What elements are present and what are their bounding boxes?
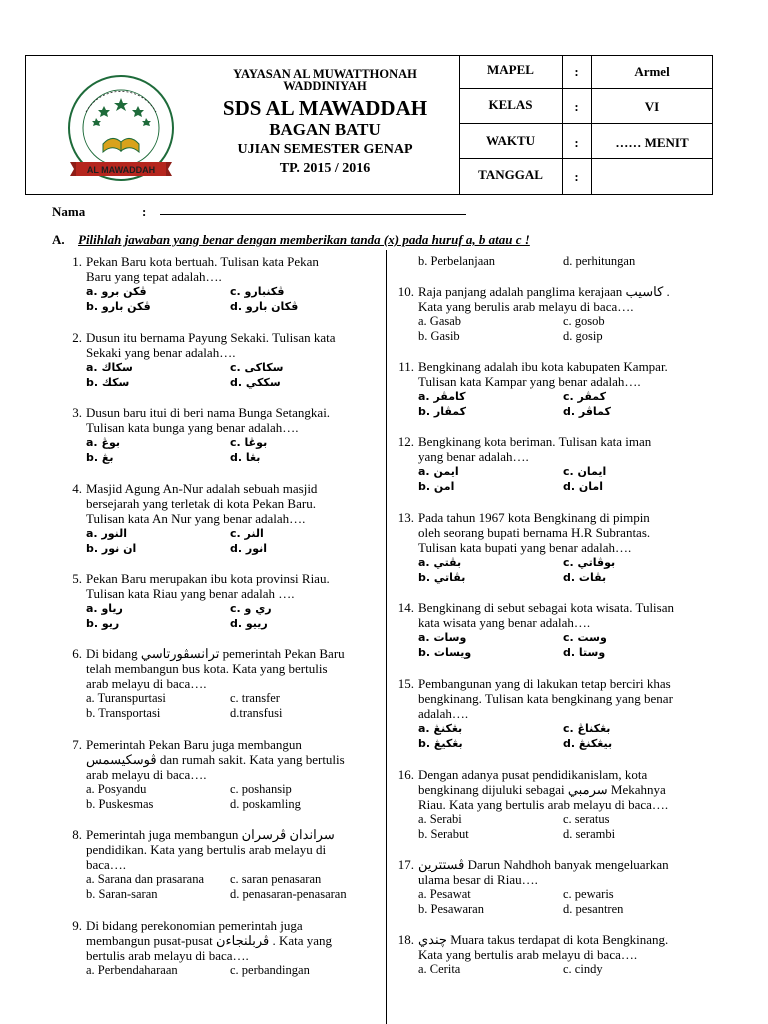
question-option[interactable]: a. بڠكنڠ <box>418 722 463 735</box>
question-text-line: Raja panjang adalah panglima kerajaan كاسيب . <box>418 284 670 299</box>
question-text-line: bengkinang dijuluki sebagai سرمبي Mekahnya <box>418 782 666 797</box>
question-option[interactable]: c. cindy <box>563 962 603 976</box>
question-text-line: Dusun itu bernama Payung Sekaki. Tulisan kata <box>86 330 336 345</box>
question-option[interactable]: d. ڤكان بارو <box>230 300 299 313</box>
info-colon: : <box>574 99 579 114</box>
question-option[interactable]: d. بڤات <box>563 571 607 584</box>
question-text-line: Kata yang berulis arab melayu di baca…. <box>418 299 634 314</box>
question-number: 1. <box>72 254 82 269</box>
info-label-tanggal: TANGGAL <box>478 167 543 182</box>
info-label-mapel: MAPEL <box>487 62 534 77</box>
question-option[interactable]: c. poshansip <box>230 782 292 796</box>
question-text-line: arab melayu di baca…. <box>86 767 207 782</box>
name-colon: : <box>142 204 147 219</box>
question-option[interactable]: d. serambi <box>563 827 616 841</box>
question-option[interactable]: b. كمڤار <box>418 405 467 418</box>
info-colon: : <box>574 169 579 184</box>
question-option[interactable]: a. ڤكن برو <box>86 285 147 298</box>
question-text-line: baca…. <box>86 857 127 872</box>
question-option[interactable]: d. رييو <box>230 617 268 630</box>
question-option[interactable]: b. Saran-saran <box>86 887 158 901</box>
info-value-kelas: VI <box>644 99 660 114</box>
question-option[interactable]: b. ريو <box>86 617 120 630</box>
question-text-line: Baru yang tepat adalah…. <box>86 269 222 284</box>
exam-year: TP. 2015 / 2016 <box>279 161 371 176</box>
question-number: 4. <box>72 481 82 496</box>
question-number: 6. <box>72 646 82 661</box>
question-option[interactable]: b. امن <box>418 480 455 493</box>
question-option[interactable]: a. كامڤر <box>418 390 466 403</box>
question-option[interactable]: b. ويسات <box>418 646 472 659</box>
question-text-line: Kata yang bertulis arab melayu di baca…. <box>418 947 638 962</box>
question-text-line: bengkinang. Tulisan kata bengkinang yang benar <box>418 691 673 706</box>
question-text-line: ڤستترين Darun Nahdhoh banyak mengeluarkan <box>418 857 669 872</box>
section-instruction: Pilihlah jawaban yang benar dengan memberikan tanda (x) pada huruf a, b atau c ! <box>78 232 530 247</box>
question-text-line: adalah…. <box>418 706 469 721</box>
question-number: 9. <box>72 918 82 933</box>
info-colon: : <box>574 135 579 150</box>
info-row-divider <box>459 88 713 89</box>
question-number: 5. <box>72 571 82 586</box>
question-option[interactable]: c. gosob <box>563 314 605 328</box>
question-option[interactable]: b. بڠ <box>86 451 114 464</box>
info-row-divider <box>459 123 713 124</box>
question-option[interactable]: b. Transportasi <box>86 706 161 720</box>
question-text-line: Pemerintah Pekan Baru juga membangun <box>86 737 302 752</box>
question-text-line: Bengkinang adalah ibu kota kabupaten Kampar. <box>418 359 668 374</box>
question-text-line: Tulisan kata Riau yang benar adalah …. <box>86 586 295 601</box>
question-option[interactable]: d. وستا <box>563 646 606 659</box>
foundation-name <box>194 68 456 92</box>
section-letter: A. <box>52 232 65 247</box>
logo-ribbon-text: AL MAWADDAH <box>86 165 156 175</box>
question-option[interactable]: a. Posyandu <box>86 782 147 796</box>
question-text-line: Pembangunan yang di lakukan tetap berciri khas <box>418 676 671 691</box>
question-option[interactable]: b. Serabut <box>418 827 469 841</box>
question-option[interactable]: d.transfusi <box>230 706 283 720</box>
question-option[interactable]: a. وسات <box>418 631 467 644</box>
question-text-line: arab melayu di baca…. <box>86 676 207 691</box>
question-number: 15. <box>397 676 414 691</box>
exam-title: UJIAN SEMESTER GENAP <box>237 142 413 157</box>
question-text-line: Masjid Agung An-Nur adalah sebuah masjid <box>86 481 318 496</box>
column-divider <box>386 250 387 1024</box>
question-option[interactable]: b. بڤاتي <box>418 571 466 584</box>
question-option[interactable]: d. penasaran-penasaran <box>230 887 347 901</box>
question-text-line: Pada tahun 1967 kota Bengkinang di pimpin <box>418 510 650 525</box>
question-option[interactable]: c. بوڠا <box>230 436 268 449</box>
question-text-line: bersejarah yang terletak di kota Pekan Baru. <box>86 496 316 511</box>
question-option[interactable]: d. بڠا <box>230 451 261 464</box>
question-number: 12. <box>397 434 414 449</box>
question-option[interactable]: c. بڠكناڠ <box>563 722 611 735</box>
name-input-line[interactable] <box>160 214 466 215</box>
info-label-kelas: KELAS <box>488 97 533 112</box>
question-text-line: Di bidang perekonomian pemerintah juga <box>86 918 303 933</box>
question-number: 3. <box>72 405 82 420</box>
question-text-line: Tulisan kata bunga yang benar adalah…. <box>86 420 299 435</box>
question-text-line: telah membangun bus kota. Kata yang bertulis <box>86 661 328 676</box>
question-option[interactable]: b. Pesawaran <box>418 902 484 916</box>
question-text-line: Dusun baru itui di beri nama Bunga Setangkai. <box>86 405 331 420</box>
question-number: 10. <box>397 284 414 299</box>
question-number: 13. <box>397 510 414 525</box>
info-value-waktu: …… MENIT <box>615 135 689 150</box>
question-option[interactable]: d. بيڠكنڠ <box>563 737 613 750</box>
question-option[interactable]: b. ڤكن بارو <box>86 300 151 313</box>
question-text-line: yang benar adalah…. <box>418 449 529 464</box>
question-option[interactable]: b. Perbelanjaan <box>418 254 496 268</box>
question-option[interactable]: c. perbandingan <box>230 963 310 977</box>
question-option[interactable]: c. النر <box>230 527 264 540</box>
question-text-line: Bengkinang di sebut sebagai kota wisata. Tulisan <box>418 600 675 615</box>
name-label: Nama <box>52 204 86 219</box>
question-number: 8. <box>72 827 82 842</box>
question-option[interactable]: a. النور <box>86 527 128 540</box>
question-option[interactable]: a. Serabi <box>418 812 462 826</box>
question-option[interactable]: d. انور <box>230 542 268 555</box>
question-text-line: Tulisan kata Kampar yang benar adalah…. <box>418 374 641 389</box>
question-number: 16. <box>397 767 414 782</box>
question-text-line: kata wisata yang benar adalah…. <box>418 615 591 630</box>
question-text-line: Tulisan kata An Nur yang benar adalah…. <box>86 511 306 526</box>
question-text-line: Sekaki yang benar adalah…. <box>86 345 236 360</box>
question-option[interactable]: c. سكاكى <box>230 361 284 374</box>
question-text-line: bertulis arab melayu di baca…. <box>86 948 249 963</box>
question-option[interactable]: a. Turanspurtasi <box>86 691 166 705</box>
foundation-line-1: YAYASAN AL MUWATTHONAH <box>233 67 417 81</box>
question-option[interactable]: d. كماڤر <box>563 405 611 418</box>
question-option[interactable]: d. سككي <box>230 376 281 389</box>
question-option[interactable]: a. Cerita <box>418 962 461 976</box>
question-option[interactable]: c. saran penasaran <box>230 872 322 886</box>
question-text-line: Pekan Baru merupakan ibu kota provinsi Riau. <box>86 571 330 586</box>
question-option[interactable]: a. بوڠ <box>86 436 120 449</box>
question-option[interactable]: b. سكك <box>86 376 130 389</box>
question-number: 7. <box>72 737 82 752</box>
question-number: 2. <box>72 330 82 345</box>
school-name: SDS AL MAWADDAH <box>222 96 428 120</box>
question-option[interactable]: d. poskamling <box>230 797 301 811</box>
question-option[interactable]: d. perhitungan <box>563 254 636 268</box>
question-text-line: Bengkinang kota beriman. Tulisan kata iman <box>418 434 652 449</box>
question-number: 18. <box>397 932 414 947</box>
info-value-mapel: Armel <box>634 64 670 79</box>
question-text-line: pendidikan. Kata yang bertulis arab melayu di <box>86 842 327 857</box>
question-option[interactable]: a. سكاك <box>86 361 133 374</box>
question-option[interactable]: a. ايمن <box>418 465 459 478</box>
question-number: 11. <box>398 359 414 374</box>
question-text-line: Di bidang ترانسڤورتاسي pemerintah Pekan Baru <box>86 646 345 661</box>
question-option[interactable]: c. transfer <box>230 691 280 705</box>
question-text-line: ulama besar di Riau…. <box>418 872 538 887</box>
info-colon: : <box>574 64 579 79</box>
question-text-line: ڤوسكيسمس dan rumah sakit. Kata yang bertulis <box>86 752 345 767</box>
question-text-line: Dengan adanya pusat pendidikanislam, kota <box>418 767 648 782</box>
question-option[interactable]: b. ان نور <box>86 542 137 555</box>
question-number: 14. <box>397 600 414 615</box>
info-row-divider <box>459 158 713 159</box>
question-number: 17. <box>397 857 414 872</box>
question-option[interactable]: b. Puskesmas <box>86 797 154 811</box>
question-option[interactable]: d. امان <box>563 480 603 493</box>
question-option[interactable]: b. بڠكيڠ <box>418 737 463 750</box>
question-option[interactable]: c. ايمان <box>563 465 607 478</box>
question-text-line: چندي Muara takus terdapat di kota Bengkinang. <box>418 932 669 947</box>
question-text-line: Riau. Kata yang bertulis arab melayu di baca…. <box>418 797 669 812</box>
question-option[interactable]: a. رياو <box>86 602 123 615</box>
question-text-line: Pekan Baru kota bertuah. Tulisan kata Pekan <box>86 254 319 269</box>
question-option[interactable]: d. pesantren <box>563 902 624 916</box>
question-option[interactable]: c. pewaris <box>563 887 614 901</box>
question-option[interactable]: c. ڤكنبارو <box>230 285 285 298</box>
question-option[interactable]: a. بڤتي <box>418 556 462 569</box>
question-option[interactable]: a. Pesawat <box>418 887 471 901</box>
info-label-waktu: WAKTU <box>485 133 536 148</box>
question-option[interactable]: c. بوڤاتي <box>563 556 616 569</box>
question-text-line: membangun pusat-pusat ڤربلنجاءن . Kata yang <box>86 933 333 948</box>
school-logo <box>56 72 186 192</box>
question-option[interactable]: a. Sarana dan prasarana <box>86 872 204 886</box>
question-text-line: Tulisan kata bupati yang benar adalah…. <box>418 540 632 555</box>
question-text-line: Pemerintah juga membangun سراندان ڤرسران <box>86 827 335 842</box>
question-option[interactable]: c. كمڤر <box>563 390 607 403</box>
question-option[interactable]: d. gosip <box>563 329 603 343</box>
school-emblem-icon <box>56 72 186 192</box>
question-option[interactable]: c. ري و <box>230 602 272 615</box>
header-box <box>25 55 713 195</box>
question-option[interactable]: b. Gasib <box>418 329 460 343</box>
question-option[interactable]: a. Perbendaharaan <box>86 963 178 977</box>
question-option[interactable]: a. Gasab <box>418 314 462 328</box>
foundation-line-2: WADDINIYAH <box>283 79 367 93</box>
question-option[interactable]: c. seratus <box>563 812 610 826</box>
question-text-line: oleh seorang bupati bernama H.R Subrantas. <box>418 525 651 540</box>
question-option[interactable]: c. وست <box>563 631 607 644</box>
school-location: BAGAN BATU <box>269 120 381 139</box>
